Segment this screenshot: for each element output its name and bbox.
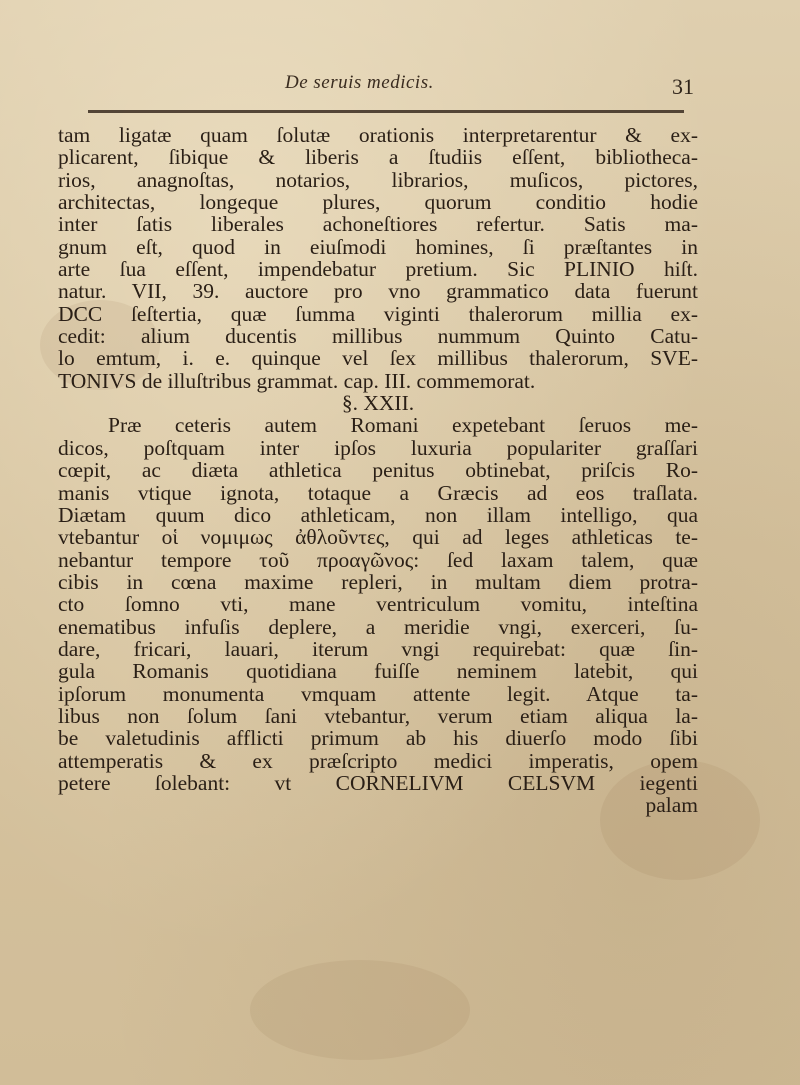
text-line: cibis in cœna maxime repleri, in multam diem protra- (58, 569, 698, 594)
text-line: petere ſolebant: vt CORNELIVM CELSVM iegenti (58, 770, 698, 795)
text-line: dicos, poſtquam inter ipſos luxuria populariter graſſari (58, 435, 698, 460)
text-line: rios, anagnoſtas, notarios, librarios, muſicos, pictores, (58, 167, 698, 192)
text-line: nebantur tempore τοῦ προαγῶνος: ſed laxam talem, quæ (58, 547, 698, 572)
header-rule (88, 110, 684, 113)
text-line: be valetudinis afflicti primum ab his diuerſo modo ſibi (58, 726, 698, 751)
text-line: cto ſomno vti, mane ventriculum vomitu, inteſtina (58, 592, 698, 617)
body-text (58, 124, 698, 817)
text-line: architectas, longeque plures, quorum conditio hodie (58, 190, 698, 215)
text-line: ipſorum monumenta vmquam attente legit. Atque ta- (58, 681, 698, 706)
text-line: cœpit, ac diæta athletica penitus obtinebat, priſcis Ro- (58, 458, 698, 483)
text-line: dare, fricari, lauari, iterum vngi requirebat: quæ ſin- (58, 636, 698, 661)
text-line: lo emtum, i. e. quinque vel ſex millibus thalerorum, SVE- (58, 346, 698, 371)
page-header (0, 66, 800, 106)
text-line: cedit: alium ducentis millibus nummum Quinto Catu- (58, 324, 698, 349)
text-line: gnum eſt, quod in eiuſmodi homines, ſi præſtantes in (58, 234, 698, 259)
paper-stain (250, 960, 470, 1060)
text-line: enematibus infuſis deplere, a meridie vngi, exerceri, ſu- (58, 614, 698, 639)
text-line: manis vtique ignota, totaque a Græcis ad eos traſlata. (58, 480, 698, 505)
catchword: palam (645, 793, 698, 818)
text-line: Diætam quum dico athleticam, non illam intelligo, qua (58, 502, 698, 527)
text-line: inter ſatis liberales achoneſtiores refertur. Satis ma- (58, 212, 698, 237)
text-line: attemperatis & ex præſcripto medici imperatis, opem (58, 748, 698, 773)
text-line: arte ſua eſſent, impendebatur pretium. Sic PLINIO hiſt. (58, 257, 698, 282)
running-head: De seruis medicis. (285, 72, 434, 93)
text-line: tam ligatæ quam ſolutæ orationis interpretarentur & ex- (58, 123, 698, 147)
text-line: vtebantur οἱ νομιμως ἀθλοῦντες, qui ad leges athleticas te- (58, 525, 698, 550)
text-line: natur. VII, 39. auctore pro vno grammatico data fuerunt (58, 279, 698, 304)
page-number: 31 (672, 74, 694, 99)
text-line: Præ ceteris autem Romani expetebant ſeruos me- (108, 413, 698, 438)
text-line: TONIVS de illuſtribus grammat. cap. III. commemorat. (58, 368, 536, 393)
text-line: gula Romanis quotidiana fuiſſe neminem latebit, qui (58, 659, 698, 684)
section-heading: §. XXII. (341, 391, 415, 416)
text-line: DCC ſeſtertia, quæ ſumma viginti thalerorum millia ex- (58, 301, 698, 326)
text-line: plicarent, ſibique & liberis a ſtudiis eſſent, bibliotheca- (58, 145, 698, 170)
text-line: libus non ſolum ſani vtebantur, verum etiam aliqua la- (58, 703, 698, 728)
